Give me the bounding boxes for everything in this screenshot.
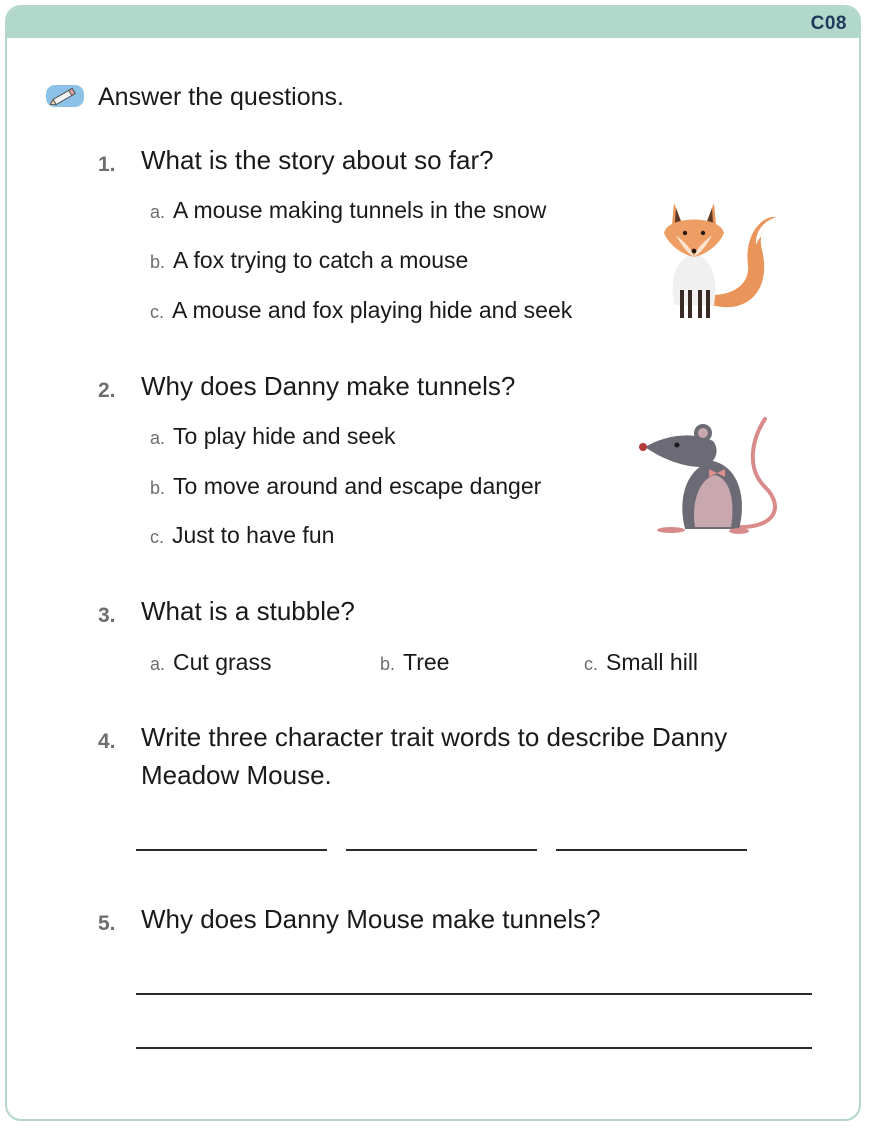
option-letter: a. bbox=[150, 654, 166, 674]
option-text: To play hide and seek bbox=[173, 423, 396, 449]
header-band bbox=[7, 7, 859, 38]
question-3-option-a[interactable] bbox=[150, 649, 271, 676]
question-2-text: Why does Danny make tunnels? bbox=[141, 371, 516, 401]
option-letter: a. bbox=[150, 428, 166, 448]
option-letter: c. bbox=[584, 654, 599, 674]
question-1-number: 1. bbox=[98, 153, 116, 176]
option-text: Tree bbox=[403, 649, 450, 675]
option-letter: a. bbox=[150, 202, 166, 222]
option-letter: c. bbox=[150, 527, 165, 547]
question-3-option-b[interactable] bbox=[380, 649, 449, 676]
option-letter: b. bbox=[150, 252, 166, 272]
question-5-number: 5. bbox=[98, 912, 116, 935]
question-1-option-b[interactable] bbox=[150, 247, 468, 274]
option-text: A mouse making tunnels in the snow bbox=[173, 197, 547, 223]
question-4-text-line-2: Meadow Mouse. bbox=[141, 760, 332, 790]
mouse-illustration bbox=[635, 417, 785, 542]
question-3-option-c[interactable] bbox=[584, 649, 698, 676]
pencil-icon bbox=[45, 83, 85, 109]
option-text: Small hill bbox=[606, 649, 699, 675]
option-letter: b. bbox=[380, 654, 396, 674]
instruction-text: Answer the questions. bbox=[98, 83, 344, 111]
option-letter: b. bbox=[150, 478, 166, 498]
fox-illustration bbox=[652, 195, 782, 325]
question-2-option-c[interactable] bbox=[150, 522, 334, 549]
question-5-text: Why does Danny Mouse make tunnels? bbox=[141, 904, 601, 934]
question-4-text-line-1: Write three character trait words to describe Danny bbox=[141, 722, 728, 752]
option-text: A fox trying to catch a mouse bbox=[173, 247, 469, 273]
option-text: Cut grass bbox=[173, 649, 272, 675]
question-2-number: 2. bbox=[98, 379, 116, 402]
option-text: A mouse and fox playing hide and seek bbox=[172, 297, 573, 323]
answer-line-5b[interactable] bbox=[136, 1047, 812, 1049]
question-4-number: 4. bbox=[98, 730, 116, 753]
answer-line-5a[interactable] bbox=[136, 993, 812, 995]
answer-line-4c[interactable] bbox=[556, 849, 747, 851]
option-letter: c. bbox=[150, 302, 165, 322]
page-code: C08 bbox=[810, 13, 847, 34]
question-1-option-c[interactable] bbox=[150, 297, 572, 324]
question-1-option-a[interactable] bbox=[150, 197, 546, 224]
question-3-number: 3. bbox=[98, 604, 116, 627]
question-1-text: What is the story about so far? bbox=[141, 145, 494, 175]
question-2-option-b[interactable] bbox=[150, 473, 541, 500]
answer-line-4b[interactable] bbox=[346, 849, 537, 851]
answer-line-4a[interactable] bbox=[136, 849, 327, 851]
option-text: Just to have fun bbox=[172, 522, 335, 548]
option-text: To move around and escape danger bbox=[173, 473, 542, 499]
question-3-text: What is a stubble? bbox=[141, 596, 355, 626]
question-2-option-a[interactable] bbox=[150, 423, 396, 450]
worksheet-card bbox=[5, 5, 861, 1121]
